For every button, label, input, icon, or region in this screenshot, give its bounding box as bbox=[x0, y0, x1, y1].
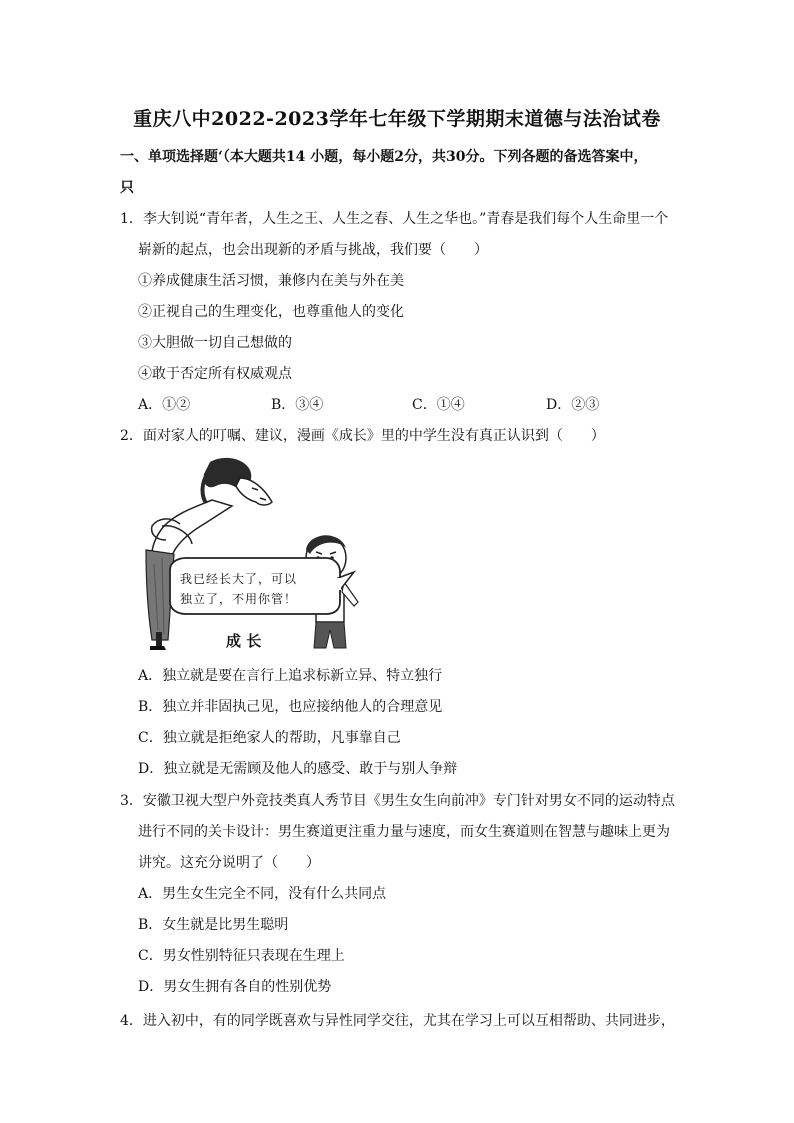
q1-statement-2: ②正视自己的生理变化，也尊重他人的变化 bbox=[138, 304, 404, 320]
q1-statement-3: ③大胆做一切自己想做的 bbox=[138, 335, 292, 351]
q1-option-c[interactable]: C．①④ bbox=[412, 397, 465, 413]
cartoon-illustration bbox=[140, 454, 380, 652]
cartoon-caption: 成 长 bbox=[226, 632, 262, 650]
q2-stem: 2．面对家人的叮嘱、建议，漫画《成长》里的中学生没有真正认识到（ ） bbox=[120, 428, 605, 444]
q3-option-d[interactable]: D．男女生拥有各自的性别优势 bbox=[138, 979, 332, 995]
q4-stem-line-1: 4．进入初中，有的同学既喜欢与异性同学交往，尤其在学习上可以互相帮助、共同进步， bbox=[120, 1013, 675, 1029]
q1-statement-1: ①养成健康生活习惯，兼修内在美与外在美 bbox=[138, 273, 404, 289]
q2-option-a[interactable]: A．独立就是要在言行上追求标新立异、特立独行 bbox=[138, 668, 443, 684]
q3-stem-line-1: 3．安徽卫视大型户外竞技类真人秀节目《男生女生向前冲》专门针对男女不同的运动特点 bbox=[120, 793, 675, 809]
section-heading: 一、单项选择题‘（本大题共14 小题，每小题2分，共30分。下列各题的备选答案中， bbox=[120, 149, 648, 165]
q3-option-a[interactable]: A．男生女生完全不同，没有什么共同点 bbox=[138, 886, 387, 902]
q1-option-a[interactable]: A．①② bbox=[138, 397, 191, 413]
section-heading-cont: 只 bbox=[120, 180, 134, 196]
q2-option-c[interactable]: C．独立就是拒绝家人的帮助，凡事靠自己 bbox=[138, 730, 401, 746]
q1-option-b[interactable]: B．③④ bbox=[271, 397, 324, 413]
q2-option-b[interactable]: B．独立并非固执己见，也应接纳他人的合理意见 bbox=[138, 699, 443, 715]
q1-stem-line-2: 崭新的起点，也会出现新的矛盾与挑战，我们要（ ） bbox=[138, 242, 488, 258]
q3-option-c[interactable]: C．男女性别特征只表现在生理上 bbox=[138, 948, 345, 964]
q2-option-d[interactable]: D．独立就是无需顾及他人的感受、敢于与别人争辩 bbox=[138, 761, 458, 777]
q3-stem-line-3: 讲究。这充分说明了（ ） bbox=[138, 855, 320, 871]
q1-stem-line-1: 1．李大钊说“青年者，人生之王、人生之春、人生之华也。”青春是我们每个人生命里一个 bbox=[120, 211, 669, 227]
q3-stem-line-2: 进行不同的关卡设计：男生赛道更注重力量与速度，而女生赛道则在智慧与趣味上更为 bbox=[138, 824, 670, 840]
speech-bubble-line-1: 我已经长大了，可以 bbox=[180, 572, 298, 586]
growth-cartoon bbox=[140, 454, 380, 652]
q1-statement-4: ④敢于否定所有权威观点 bbox=[138, 366, 292, 382]
q3-option-b[interactable]: B．女生就是比男生聪明 bbox=[138, 917, 289, 933]
q1-option-d[interactable]: D．②③ bbox=[546, 397, 600, 413]
page-title: 重庆八中2022-2023学年七年级下学期期末道德与法治试卷 bbox=[133, 108, 661, 130]
speech-bubble-line-2: 独立了，不用你管！ bbox=[180, 592, 298, 606]
